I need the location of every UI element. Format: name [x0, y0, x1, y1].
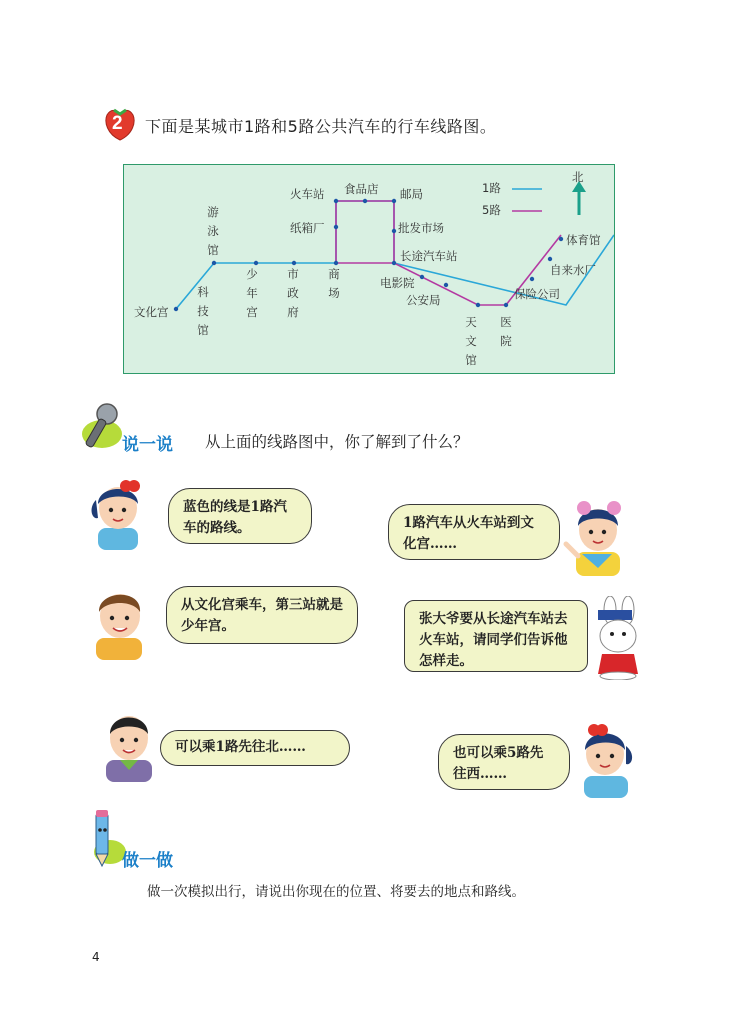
- station-pifashichang: 批发市场: [398, 221, 444, 235]
- route-map: [123, 164, 615, 374]
- shuo-prompt: 从上面的线路图中，你了解到了什么？: [205, 433, 469, 451]
- legend-route1-label: 1路: [482, 181, 501, 195]
- station-wenhuagong: 文化宫: [134, 305, 169, 319]
- speech-bubble-6: 也可以乘5路先往西……: [438, 734, 570, 790]
- station-tianwenguan: 天文馆: [465, 315, 477, 367]
- speech-bubble-1: 蓝色的线是1路汽车的路线。: [168, 488, 312, 544]
- pencil-icon: [86, 808, 126, 870]
- microphone-icon: [80, 400, 124, 454]
- station-gonganju: 公安局: [406, 293, 441, 307]
- question-title: 下面是某城市1路和5路公共汽车的行车线路图。: [145, 117, 497, 136]
- girl-bottom-avatar: [572, 718, 638, 798]
- station-changtuqichezhan: 长途汽车站: [400, 249, 458, 263]
- station-shangchang: 商场: [328, 267, 340, 300]
- boy-avatar: [84, 578, 154, 660]
- girl-avatar: [88, 474, 148, 550]
- page-number: 4: [92, 950, 100, 964]
- station-shizhengfu: 市政府: [287, 267, 299, 319]
- zuo-title: 做一做: [122, 851, 173, 871]
- route-lines: [124, 165, 614, 373]
- speech-bubble-2: 1路汽车从火车站到文化宫……: [388, 504, 560, 560]
- boy-glasses-avatar: [98, 706, 160, 782]
- speech-bubble-3: 从文化宫乘车，第三站就是少年宫。: [166, 586, 358, 644]
- station-kejiguan: 科技馆: [197, 285, 209, 337]
- zuo-prompt: 做一次模拟出行，请说出你现在的位置、将要去的地点和路线。: [147, 884, 525, 900]
- station-dianyingyuan: 电影院: [380, 276, 415, 290]
- legend-north-label: 北: [572, 170, 584, 184]
- legend-route5-label: 5路: [482, 203, 501, 217]
- question-number: 2: [112, 113, 123, 134]
- speech-bubble-4: 张大爷要从长途汽车站去火车站，请同学们告诉他怎样走。: [404, 600, 588, 672]
- station-baoxiangongsi: 保险公司: [514, 287, 560, 301]
- shuo-title: 说一说: [122, 435, 173, 455]
- station-yiyuan: 医院: [500, 315, 512, 348]
- station-shipindian: 食品店: [344, 182, 379, 196]
- station-zilaishuichang: 自来水厂: [550, 263, 596, 277]
- station-shaoniangong: 少年宫: [246, 267, 258, 319]
- station-youyongguan: 游泳馆: [207, 205, 219, 257]
- station-youju: 邮局: [400, 187, 423, 201]
- station-tiyuguan: 体育馆: [566, 233, 601, 247]
- girl-pointing-avatar: [562, 494, 632, 576]
- station-zhixiangchang: 纸箱厂: [290, 221, 325, 235]
- station-huochezhan: 火车站: [290, 187, 325, 201]
- question-badge: [103, 106, 137, 142]
- speech-bubble-5: 可以乘1路先往北……: [160, 730, 350, 766]
- rabbit-avatar: [588, 596, 648, 680]
